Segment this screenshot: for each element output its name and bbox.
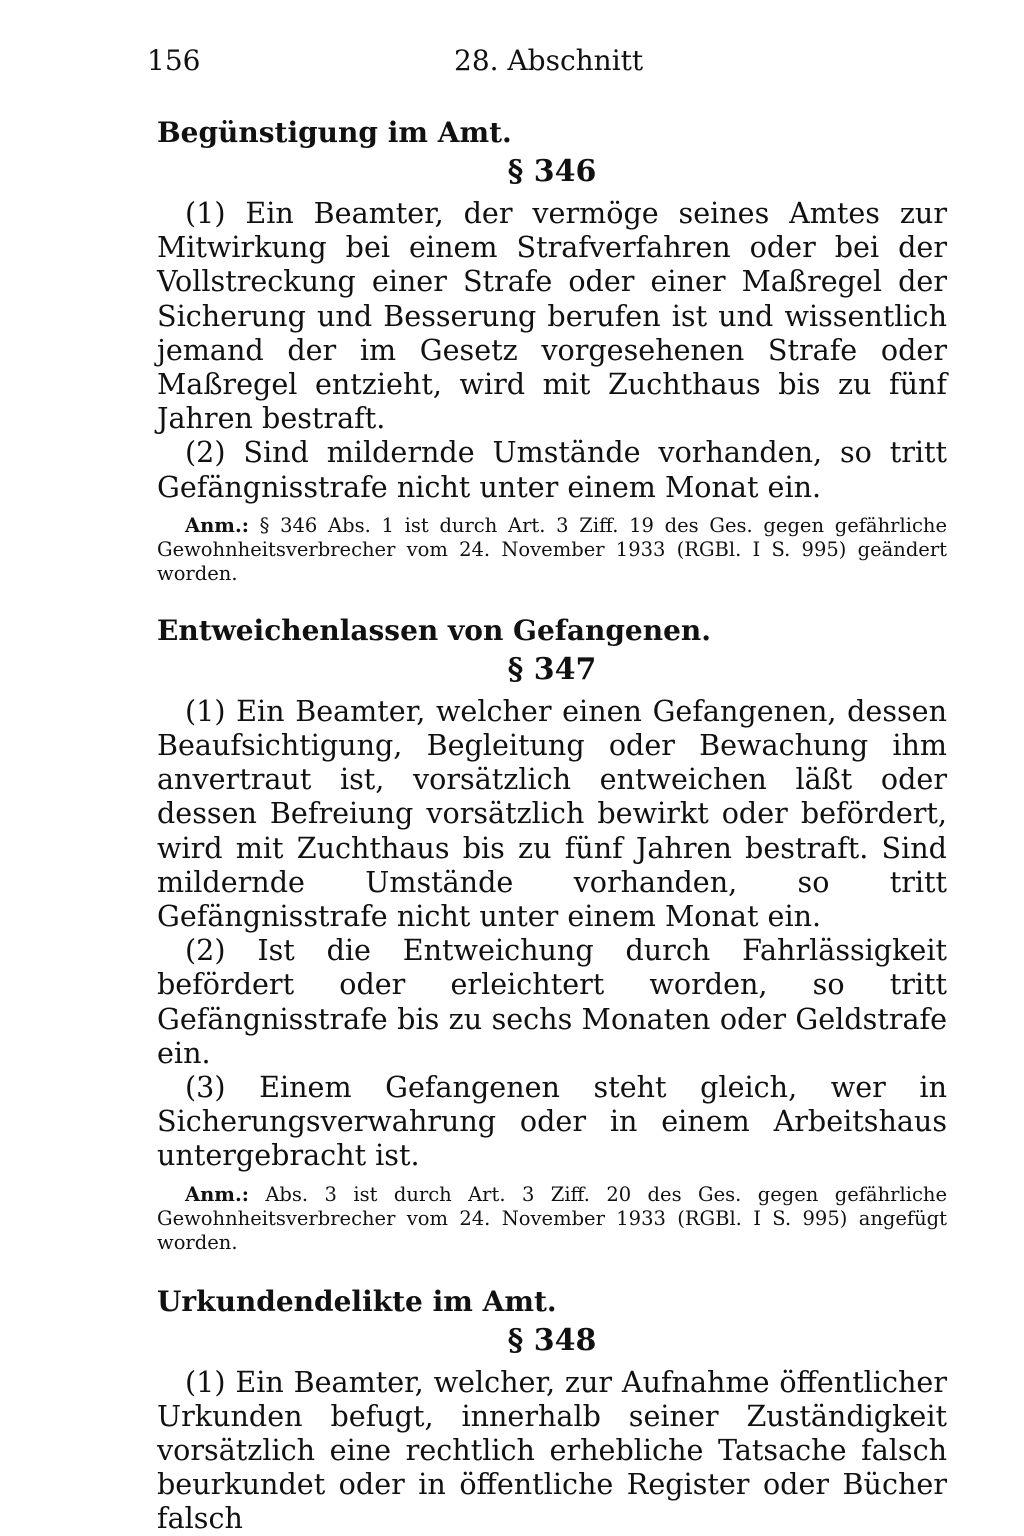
paragraph-text: (1) Ein Beamter, welcher, zur Aufnahme öffentlicher Urkunden befugt, innerhalb seiner Zuständigkeit vorsätzlich eine rechtlich erhebliche Tatsache falsch beurkundet oder in öffentliche Register oder Bücher falsch bbox=[157, 1364, 947, 1536]
section-heading: Begünstigung im Amt. bbox=[157, 116, 512, 149]
document-page bbox=[147, 40, 947, 1536]
section-heading: Entweichenlassen von Gefangenen. bbox=[157, 613, 711, 647]
page-number: 156 bbox=[147, 44, 201, 77]
annotation-text: § 346 Abs. 1 ist durch Art. 3 Ziff. 19 des Ges. gegen gefährliche Gewohnheitsverbrecher vom 24. November 1933 (RGBl. I S. 995) geändert worden. bbox=[157, 513, 947, 585]
annotation bbox=[157, 514, 947, 586]
section-348 bbox=[157, 1285, 947, 1536]
chapter-title: 28. Abschnitt bbox=[454, 44, 644, 77]
section-heading: Urkundendelikte im Amt. bbox=[157, 1284, 557, 1318]
section-346 bbox=[157, 116, 947, 586]
annotation bbox=[157, 1183, 947, 1255]
paragraph-text: (2) Ist die Entweichung durch Fahrlässigkeit befördert oder erleichtert worden, so tritt Gefängnisstrafe bis zu sechs Monaten oder Geldstrafe ein. bbox=[157, 933, 947, 1070]
annotation-label: Anm.: bbox=[185, 1182, 249, 1206]
annotation-label: Anm.: bbox=[185, 513, 249, 537]
running-head bbox=[147, 40, 947, 82]
paragraph-text: (3) Einem Gefangenen steht gleich, wer in Sicherungsverwahrung oder in einem Arbeitshaus untergebracht ist. bbox=[157, 1070, 947, 1173]
paragraph-text: (1) Ein Beamter, der vermöge seines Amtes zur Mitwirkung bei einem Strafverfahren oder bei der Vollstreckung einer Strafe oder einer Maßregel der Sicherung und Besserung berufen ist und wissentlich jemand der im Gesetz vorgesehenen Strafe oder Maßregel entzieht, wird mit Zuchthaus bis zu fünf Jahren bestraft. bbox=[157, 196, 947, 436]
paragraph-text: (2) Sind mildernde Umstände vorhanden, so tritt Gefängnisstrafe nicht unter einem Monat ein. bbox=[157, 435, 947, 504]
paragraph-number: § 348 bbox=[507, 1322, 597, 1358]
section-347 bbox=[157, 614, 947, 1255]
annotation-text: Abs. 3 ist durch Art. 3 Ziff. 20 des Ges. gegen gefährliche Gewohnheitsverbrecher vom 24. November 1933 (RGBl. I S. 995) angefügt worden. bbox=[157, 1182, 947, 1254]
paragraph-number: § 346 bbox=[507, 154, 597, 189]
paragraph-number: § 347 bbox=[507, 651, 597, 687]
paragraph-text: (1) Ein Beamter, welcher einen Gefangenen, dessen Beaufsichtigung, Begleitung oder Bewachung ihm anvertraut ist, vorsätzlich entweichen läßt oder dessen Befreiung vorsätzlich bewirkt oder befördert, wird mit Zuchthaus bis zu fünf Jahren bestraft. Sind mildernde Umstände vorhanden, so tritt Gefängnisstrafe nicht unter einem Monat ein. bbox=[157, 693, 947, 934]
